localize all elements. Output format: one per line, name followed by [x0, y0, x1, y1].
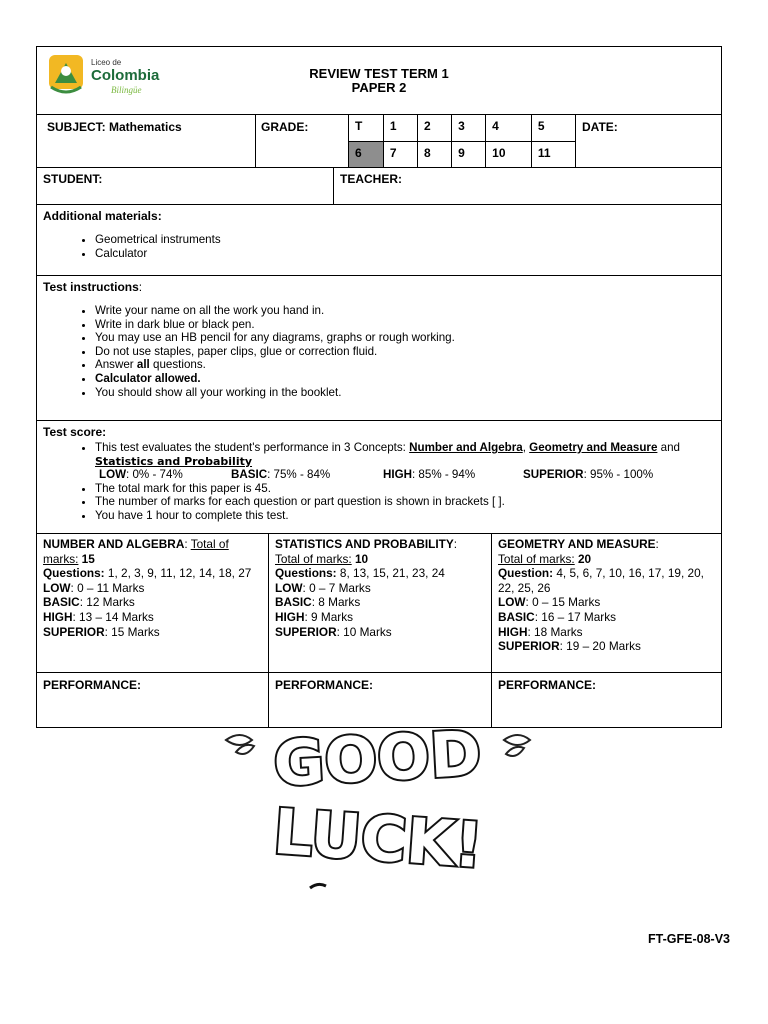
- list-item: • Write your name on all the work you hand in.: [95, 304, 715, 318]
- list-item: • You may use an HB pencil for any diagrams, graphs or rough working.: [95, 331, 715, 345]
- swoosh-icon: [310, 884, 326, 888]
- date-label: DATE:: [576, 115, 722, 167]
- statistics-box: STATISTICS AND PROBABILITY: Total of marks: 10 Questions: 8, 13, 15, 21, 23, 24 LOW: 0 – 7 Marks BASIC: 8 Marks HIGH: 9 Marks SUPERIOR: 10 Marks: [269, 534, 492, 673]
- geometry-box: GEOMETRY AND MEASURE: Total of marks: 20 Question: 4, 5, 6, 7, 10, 16, 17, 19, 20, 22, 25, 26 LOW: 0 – 15 Marks BASIC: 16 – 17 Marks HIGH: 18 Marks SUPERIOR: 19 – 20 Marks: [492, 534, 722, 673]
- grade-cell: 2: [417, 115, 451, 141]
- list-item: • Geometrical instruments: [95, 233, 715, 247]
- student-label: STUDENT:: [43, 172, 103, 186]
- list-item: • Do not use staples, paper clips, glue or correction fluid.: [95, 345, 715, 359]
- score-list: [43, 441, 715, 523]
- grade-cell: 8: [417, 141, 451, 167]
- list-item: • This test evaluates the student's performance in 3 Concepts: Number and Algebra, Geometry and Measure and Statistics and Probability LOW: 0% - 74% BASIC: 75% - 84% HIGH: 85% - 94% SUPERIOR: 95% - 100%: [95, 441, 715, 482]
- info-row: [37, 115, 722, 168]
- score-section: [37, 421, 722, 534]
- instructions-heading: Test instructions:: [43, 280, 143, 294]
- performance-number-algebra: PERFORMANCE:: [37, 673, 269, 728]
- logo-line3: Bilingüe: [111, 85, 142, 95]
- good-luck-illustration: [218, 710, 538, 900]
- grade-cell: 1: [383, 115, 417, 141]
- document-code: FT-GFE-08-V3: [648, 932, 730, 946]
- student-teacher-row: [37, 168, 722, 205]
- title-line1: REVIEW TEST TERM 1: [309, 66, 449, 81]
- luck-text: LUCK!: [271, 794, 486, 883]
- teacher-label: TEACHER:: [334, 168, 722, 204]
- good-text: GOOD: [271, 716, 484, 801]
- list-item: • Answer all questions.: [95, 358, 715, 372]
- instructions-list: [43, 304, 715, 399]
- grade-cell: 3: [452, 115, 486, 141]
- title-line2: PAPER 2: [351, 80, 407, 95]
- logo-line1: Liceo de: [91, 58, 122, 67]
- number-algebra-box: NUMBER AND ALGEBRA: Total of marks: 15 Questions: 1, 2, 3, 9, 11, 12, 14, 18, 27 LOW: 0 – 11 Marks BASIC: 12 Marks HIGH: 13 – 14 Marks SUPERIOR: 15 Marks: [37, 534, 269, 673]
- grade-cell: 5: [531, 115, 575, 141]
- materials-list: [43, 233, 715, 260]
- header-cell: [37, 47, 722, 115]
- instructions-section: [37, 276, 722, 421]
- grade-cell-selected: 6: [349, 141, 383, 167]
- list-item: • You have 1 hour to complete this test.: [95, 509, 715, 523]
- score-heading: Test score:: [43, 425, 107, 439]
- grade-cell: 7: [383, 141, 417, 167]
- grade-label: GRADE:: [256, 115, 349, 167]
- page-title: [37, 67, 721, 95]
- grade-cell: 9: [452, 141, 486, 167]
- list-item: • Write in dark blue or black pen.: [95, 318, 715, 332]
- concept3: Statistics and Probability: [95, 454, 253, 468]
- grade-cell: 10: [486, 141, 532, 167]
- performance-geometry: PERFORMANCE:: [492, 673, 722, 728]
- list-item: • The number of marks for each question or part question is shown in brackets [ ].: [95, 495, 715, 509]
- grade-grid: [349, 115, 576, 167]
- materials-section: [37, 205, 722, 276]
- list-item: • You should show all your working in the booklet.: [95, 386, 715, 400]
- grade-cell: T: [349, 115, 383, 141]
- logo-line2: Colombia: [91, 67, 160, 84]
- grade-cell: 11: [531, 141, 575, 167]
- review-test-sheet: [36, 46, 722, 728]
- grade-cell: 4: [486, 115, 532, 141]
- subject-label: SUBJECT: Mathematics: [47, 120, 182, 134]
- list-item: • The total mark for this paper is 45.: [95, 482, 715, 496]
- list-item: • Calculator allowed.: [95, 372, 715, 386]
- materials-heading: Additional materials:: [43, 209, 162, 223]
- list-item: • Calculator: [95, 247, 715, 261]
- performance-statistics: PERFORMANCE:: [269, 673, 492, 728]
